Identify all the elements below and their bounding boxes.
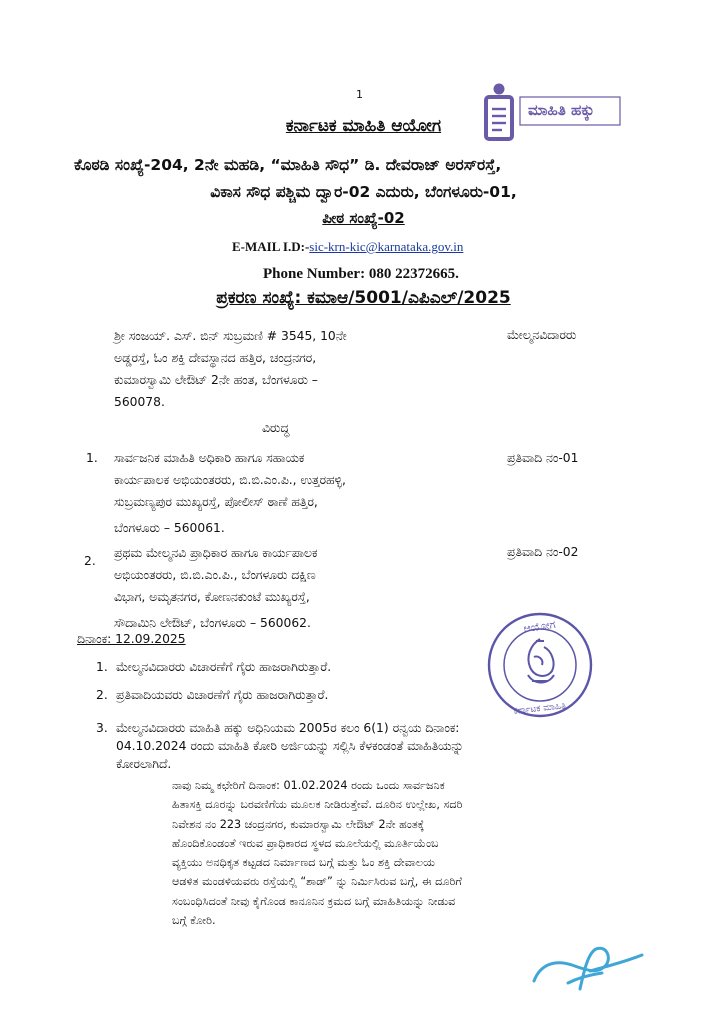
versus-label: ವಿರುದ್ಧ (262, 421, 290, 435)
email-label: E-MAIL I.D:- (232, 239, 310, 254)
address-line-1: ಕೊಠಡಿ ಸಂಖ್ಯೆ-204, 2ನೇ ಮಹಡಿ, “ಮಾಹಿತಿ ಸೌಧ” ಡಿ. ದೇವರಾಜ್ ಅರಸ್‌ರಸ್ತೆ, (74, 156, 502, 174)
respondent-line: ಪ್ರಥಮ ಮೇಲ್ಮನವಿ ಪ್ರಾಧಿಕಾರ ಹಾಗೂ ಕಾರ್ಯಪಾಲಕ (114, 546, 318, 560)
quote-line: ನಾವು ನಿಮ್ಮ ಕಛೇರಿಗೆ ದಿನಾಂಕ: 01.02.2024 ರಂದು ಒಂದು ಸಾರ್ವಜನಿಕ (172, 779, 445, 792)
quote-line: ಆಡಳಿತ ಮಂಡಳಿಯವರು ರಸ್ತೆಯಲ್ಲಿ “ಶಾಡ್” ನ್ನು ನಿರ್ಮಿಸಿರುವ ಬಗ್ಗೆ, ಈ ದೂರಿಗೆ (172, 875, 462, 889)
respondent-number: 2. (84, 554, 96, 568)
logo-text: ಮಾಹಿತಿ ಹಕ್ಕು (528, 101, 595, 119)
point-line: ಮೇಲ್ಮನವಿದಾರರು ಮಾಹಿತಿ ಹಕ್ಕು ಅಧಿನಿಯಮ 2005ರ ಕಲಂ 6(1) ರನ್ವಯ ದಿನಾಂಕ: (116, 721, 460, 735)
quote-line: ನಿವೇಶನ ನಂ 223 ಚಂದ್ರನಗರ, ಕುಮಾರಸ್ವಾಮಿ ಲೇಔಟ್ 2ನೇ ಹಂತಕ್ಕೆ (172, 817, 425, 831)
official-seal-stamp (486, 611, 594, 719)
bench-number: ಪೀಠ ಸಂಖ್ಯೆ-02 (322, 209, 405, 227)
page-title: ಕರ್ನಾಟಕ ಮಾಹಿತಿ ಆಯೋಗ (285, 116, 442, 136)
respondent-2-role: ಪ್ರತಿವಾದಿ ನಂ-02 (507, 545, 579, 559)
appellant-role: ಮೇಲ್ಮನವಿದಾರರು (507, 328, 577, 342)
email-line (232, 239, 463, 255)
point-text: ಪ್ರತಿವಾದಿಯವರು ವಿಚಾರಣೆಗೆ ಗೈರು ಹಾಜರಾಗಿರುತ್ತಾರೆ. (116, 688, 329, 702)
respondent-line: ಸೌದಾಮಿನಿ ಲೇಔಟ್, ಬೆಂಗಳೂರು – 560062. (114, 616, 311, 630)
appellant-line: ಅಡ್ಡರಸ್ತೆ, ಓಂ ಶಕ್ತಿ ದೇವಸ್ಥಾನದ ಹತ್ತಿರ, ಚಂದ್ರನಗರ, (114, 351, 317, 365)
phone-number: Phone Number: 080 22372665. (263, 266, 459, 282)
case-number: ಪ್ರಕರಣ ಸಂಖ್ಯೆ: ಕಮಾಆ/5001/ಎಪಿಎಲ್/2025 (216, 288, 511, 308)
quote-line: ಹೊಂದಿಕೊಂಡಂತೆ ಇರುವ ಪ್ರಾಧಿಕಾರದ ಸ್ಥಳದ ಮೂಲೆಯಲ್ಲಿ ಮೂರ್ತಿಯೆಂಬ (172, 836, 439, 850)
respondent-line: ಬೆಂಗಳೂರು – 560061. (114, 521, 225, 535)
respondent-line: ವಿಭಾಗ, ಅಮೃತನಗರ, ಕೋಣನಕುಂಟೆ ಮುಖ್ಯರಸ್ತೆ, (114, 590, 310, 604)
quote-line: ಬಗ್ಗೆ ಕೋರಿ. (172, 914, 216, 928)
respondent-line: ಸುಬ್ರಮಣ್ಯಪುರ ಮುಖ್ಯರಸ್ತೆ, ಪೋಲೀಸ್ ಠಾಣೆ ಹತ್ತಿರ, (114, 495, 318, 509)
point-line: ಕೋರಲಾಗಿದೆ. (116, 757, 172, 771)
svg-text:ಆಯೋಗ: ಆಯೋಗ (522, 617, 557, 636)
signature (532, 935, 644, 993)
quoted-request (172, 776, 634, 930)
point-number: 1. (96, 660, 108, 674)
appellant-line: ಕುಮಾರಸ್ವಾಮಿ ಲೇಔಟ್ 2ನೇ ಹಂತ, ಬೆಂಗಳೂರು – (114, 373, 318, 387)
email-link[interactable]: sic-krn-kic@karnataka.gov.in (309, 239, 464, 254)
respondent-line: ಅಭಿಯಂತರರು, ಬಿ.ಬಿ.ಎಂ.ಪಿ., ಬೆಂಗಳೂರು ದಕ್ಷಿಣ (114, 568, 316, 582)
quote-line: ಸಂಬಂಧಿಸಿದಂತೆ ನೀವು ಕೈಗೊಂಡ ಕಾನೂನಿನ ಕ್ರಮದ ಬಗ್ಗೆ ಮಾಹಿತಿಯನ್ನು ನೀಡುವ (172, 894, 456, 908)
point-number: 2. (96, 688, 108, 702)
point-line: 04.10.2024 ರಂದು ಮಾಹಿತಿ ಕೋರಿ ಅರ್ಜಿಯನ್ನು ಸಲ್ಲಿಸಿ ಕೆಳಕಂಡಂತೆ ಮಾಹಿತಿಯನ್ನು (116, 739, 464, 753)
appellant-line: ಶ್ರೀ ಸಂಜಯ್. ಎಸ್. ಬಿನ್ ಸುಬ್ರಮಣಿ # 3545, 10ನೇ (114, 329, 347, 343)
quote-line: ವ್ಯಕ್ತಿಯು ಅನಧಿಕೃತ ಕಟ್ಟಡದ ನಿರ್ಮಾಣದ ಬಗ್ಗೆ ಮತ್ತು ಓಂ ಶಕ್ತಿ ದೇವಾಲಯ (172, 856, 436, 870)
respondent-2-block (114, 542, 432, 634)
order-date: ದಿನಾಂಕ: 12.09.2025 (77, 632, 186, 646)
respondent-1-role: ಪ್ರತಿವಾದಿ ನಂ-01 (507, 451, 579, 465)
address-line-2: ವಿಕಾಸ ಸೌಧ ಪಶ್ಚಿಮ ದ್ವಾರ-02 ಎದುರು, ಬೆಂಗಳೂರು-01, (210, 183, 517, 201)
appellant-line: 560078. (114, 395, 165, 409)
page-number: 1 (356, 88, 363, 101)
point-3-text (116, 719, 646, 773)
respondent-line: ಸಾರ್ವಜನಿಕ ಮಾಹಿತಿ ಅಧಿಕಾರಿ ಹಾಗೂ ಸಹಾಯಕ (114, 451, 305, 465)
point-number: 3. (96, 721, 108, 735)
point-text: ಮೇಲ್ಮನವಿದಾರರು ವಿಚಾರಣೆಗೆ ಗೈರು ಹಾಜರಾಗಿರುತ್ತಾರೆ. (116, 660, 332, 674)
svg-text:ಕರ್ನಾಟಕ ಮಾಹಿತಿ: ಕರ್ನಾಟಕ ಮಾಹಿತಿ (513, 701, 567, 717)
appellant-block (114, 325, 432, 413)
quote-line: ಹಿತಾಸಕ್ತಿ ದೂರನ್ನು ಬರವಣಿಗೆಯ ಮೂಲಕ ನೀಡಿರುತ್ತೇವೆ. ದೂರಿನ ಉಲ್ಲೇಖ, ಸದರಿ (172, 798, 463, 812)
respondent-line: ಕಾರ್ಯಪಾಲಕ ಅಭಿಯಂತರರು, ಬಿ.ಬಿ.ಎಂ.ಪಿ., ಉತ್ತರಹಳ್ಳಿ, (114, 473, 346, 487)
respondent-number: 1. (86, 451, 98, 465)
respondent-1-block (114, 447, 432, 539)
